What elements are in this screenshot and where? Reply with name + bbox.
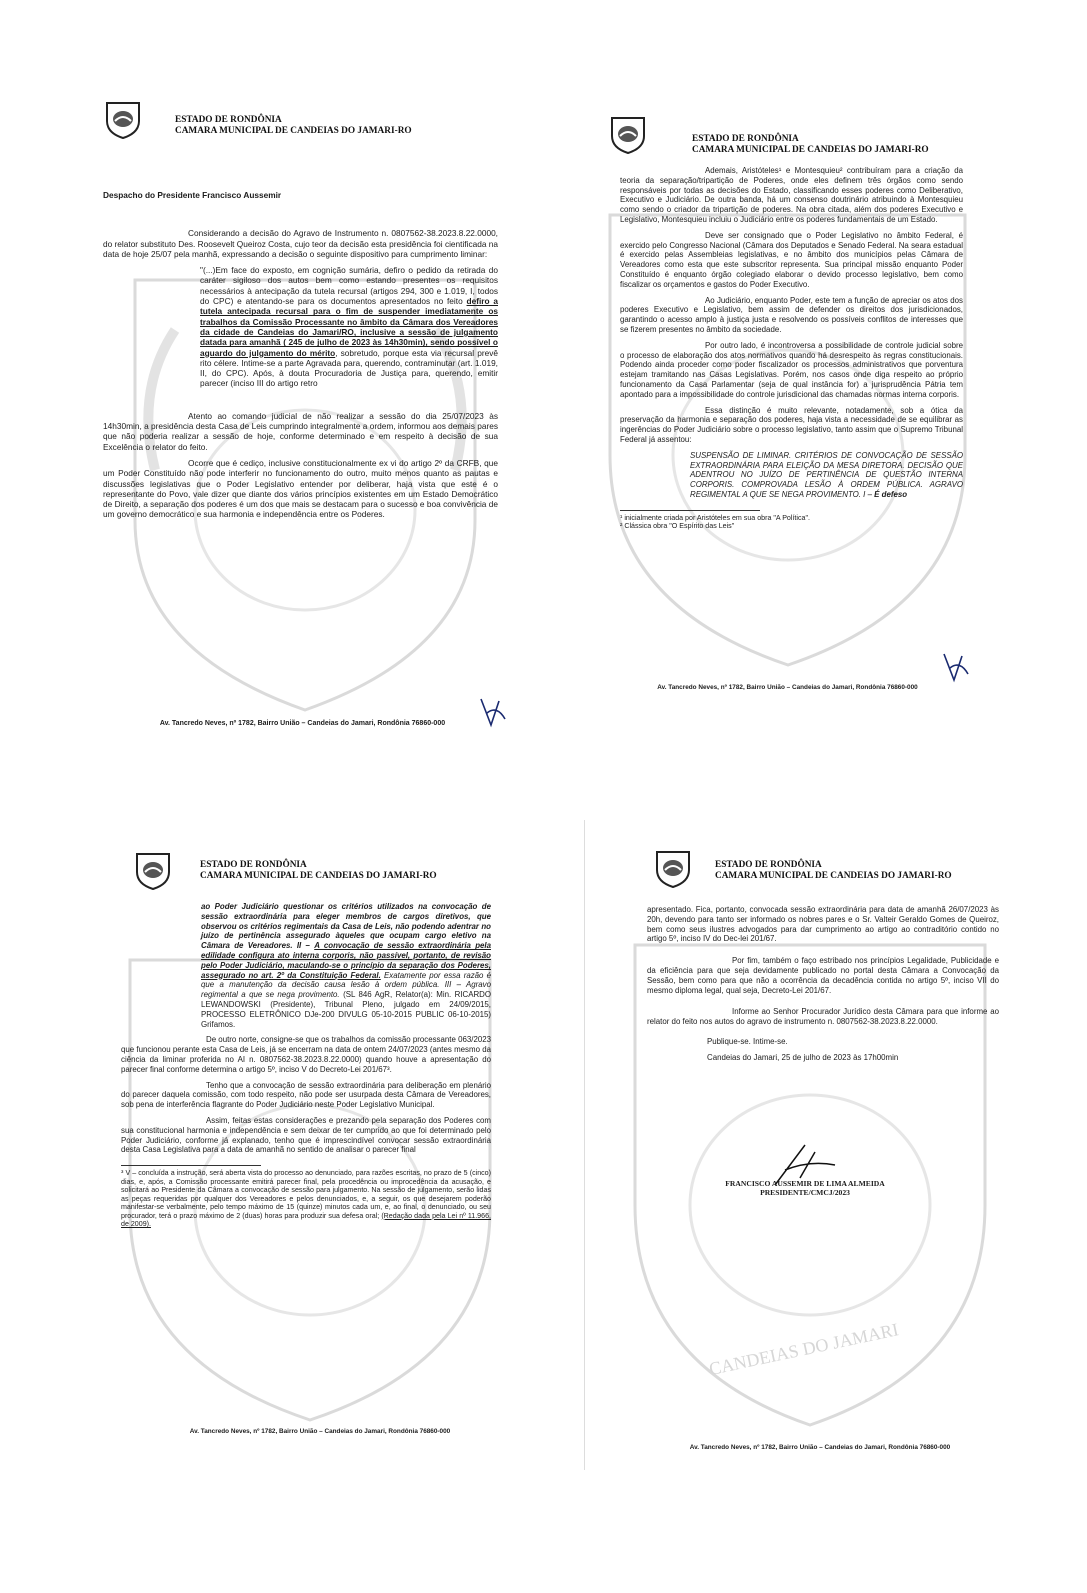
paragraph: Ademais, Aristóteles¹ e Montesquieu² contribuíram para a criação da teoria da separação/tripartição de Poderes, onde eles definem três órgãos como sendo responsáveis por todas as decisões do Estado, classificando esses poderes como Deliberativo, Executivo e Judiciário. De outra banda, há um consenso doutrinário atribuindo à Montesquieu como sendo o criador da tripartição de poderes. Na obra citada, além dos poderes Executivo e Legislativo, Montesquieu incluiu o Judiciário entre os poderes fundamentais de um Estado. — [620, 166, 963, 224]
crest-icon — [105, 101, 141, 139]
footer-address: Av. Tancredo Neves, nº 1782, Bairro União – Candeias do Jamari, Rondônia 76860-000 — [189, 1428, 451, 1435]
footnote-rule — [121, 1165, 261, 1166]
footnote-3: ³ V – concluída a instrução, será aberta vista do processo ao denunciado, para razões escritas, no prazo de 5 (cinco) dias, e, após, a Comissão processante emitirá parecer final, pela procedência ou improcedência da acusação, e solicitará ao Presidente da Câmara a convocação de sessão para julgamento. Na sessão de julgamento, serão lidas as peças requeridas por qualquer dos Vereadores e pelos denunciados, e, a seguir, os que desejarem poderão manifestar-se verbalmente, pelo tempo máximo de 15 (quinze) minutos cada um, e, ao final, o denunciado, ou seu procurador, terá o prazo máximo de 2 (duas) horas para produzir sua defesa oral; (Redação dada pela Lei nº 11.966, de 2009). — [121, 1169, 491, 1229]
paragraph: Por fim, também o faço estribado nos princípios Legalidade, Publicidade e da eficiência para que seja devidamente publicado no portal desta Câmara a Convocação da Sessão, bem como para que não a ocorrência da decadência contida no artigo 5º, inciso VII do mesmo diploma legal, qual seja, Decreto-Lei 201/67. — [647, 956, 999, 995]
footnote-1: ¹ inicialmente criada por Aristóteles em sua obra "A Política". — [620, 513, 810, 522]
footnote-2: ² Clássica obra "O Espírito das Leis" — [620, 522, 735, 531]
letterhead — [115, 830, 505, 881]
crest-icon — [655, 850, 691, 888]
initials-signature — [940, 650, 972, 684]
letterhead — [95, 95, 510, 143]
header-chamber: CAMARA MUNICIPAL DE CANDEIAS DO JAMARI-RO — [692, 144, 929, 155]
court-quote: "(...)Em face do exposto, em cognição sumária, defiro o pedido da retirada do caráter sigiloso dos autos bem como estando presentes os requisitos necessários à antecipação da tutela recursal (artigos 294, 300 e 1.019, I, todos do CPC) e atentando-se para os documentos apresentados no feito defiro a tutela antecipada recursal para o fim de suspender imediatamente os trabalhos da Comissão Processante no âmbito da Câmara dos Vereadores da cidade de Candeias do Jamari/RO, inclusive a sessão de julgamento datada para amanhã ( 245 de julho de 2023 às 14h30min), sendo possível o aguardo do julgamento do mérito, sobretudo, porque esta via recursal prevê rito célere. Intime-se a parte Agravada para, querendo, contraminutar (art. 1.019, II, do CPC). Após, à douta Procuradoria de Justiça para, querendo, emitir parecer (inciso III do artigo retro — [200, 265, 498, 389]
crest-icon — [135, 852, 171, 890]
header-chamber: CAMARA MUNICIPAL DE CANDEIAS DO JAMARI-RO — [200, 870, 437, 881]
paragraph: Tenho que a convocação de sessão extraordinária para deliberação em plenário do parecer daquela comissão, com todo respeito, não pode ser usurpada desta Câmara de Vereadores, sob pena de interferência flagrante do Poder Judiciário neste Poder Legislativo Municipal. — [121, 1080, 491, 1110]
header-chamber: CAMARA MUNICIPAL DE CANDEIAS DO JAMARI-RO — [715, 870, 952, 881]
paragraph: Por outro lado, é incontroversa a possibilidade de controle judicial sobre o processo de elaboração dos atos normativos quando há desrespeito às regras constitucionais. Podendo ainda proceder como poder fiscalizador os processos administrativos que porventura estejam tramitando nas Casas Legislativas. Porém, nos casos onde diga respeito ao próprio funcionamento da Casa Parlamentar (seja de qual instância for) a jurisprudência Pátria tem apontado para a impossibilidade do controle jurisdicional das chamadas normas interna corporis. — [620, 340, 963, 399]
document-page-1 — [95, 95, 510, 745]
letterhead — [600, 110, 975, 158]
initials-signature — [503, 1385, 505, 1419]
document-page-2 — [600, 110, 975, 730]
signatory-role: PRESIDENTE/CMCJ/2023 — [760, 1188, 850, 1197]
footer-address: Av. Tancredo Neves, nº 1782, Bairro União – Candeias do Jamari, Rondônia 76860-000 — [657, 684, 918, 691]
closing-line: Publique-se. Intime-se. — [707, 1036, 788, 1046]
letterhead — [615, 830, 1005, 881]
paragraph: Assim, feitas estas considerações e prezando pela separação dos Poderes com sua constitucional harmonia e independência e sem deixar de ter cumprido ao que foi determinado pelo Poder Judiciário, conforme já explanado, tenho que é imprescindível convocar sessão extraordinária desta Casa Legislativa para a data de amanhã no sentido de analisar o parecer final — [121, 1115, 491, 1155]
dispatch-title: Despacho do Presidente Francisco Aussemir — [103, 190, 282, 200]
crest-icon — [610, 116, 646, 154]
date-line: Candeias do Jamari, 25 de julho de 2023 às 17h00min — [707, 1052, 899, 1062]
paragraph: Ao Judiciário, enquanto Poder, este tem a função de apreciar os atos dos poderes Executivo e Legislativo, bem assim de defender os direitos dos jurisdicionados, garantindo o acesso amplo à justiça justa e resolvendo os possíveis conflitos de interesses que se fizerem presentes no âmbito da sociedade. — [620, 295, 963, 334]
header-state: ESTADO DE RONDÔNIA — [692, 134, 799, 144]
document-page-3 — [115, 830, 505, 1470]
signatory-block — [675, 1179, 935, 1197]
document-page-4 — [615, 830, 1005, 1470]
paragraph: De outro norte, consigne-se que os trabalhos da comissão processante 063/2023 que funcionou perante esta Casa de Leis, já se encerram na data de ontem 24/07/2023 (antes mesmo da ciência da liminar proferida no AI n. 0807562-38.2023.8.22.0000) quando houve a apresentação do parecer final conforme determina o artigo 5º, inciso V do Decreto-Lei 201/67³. — [121, 1035, 491, 1074]
paragraph: Deve ser consignado que o Poder Legislativo no âmbito Federal, é exercido pelo Congresso Nacional (Câmara dos Deputados e Senado Federal. Na seara estadual é exercido pelas Assembleias legislativas, e no âmbito dos municípios pelas Câmara de Vereadores como esta que este subscritor representa. Sua principal missão enquanto Poder Constituído é enquanto órgão colegiado elaborar o devido processo legislativo, bem como fiscalizar os orçamentos e gastos do Poder Executivo. — [620, 230, 963, 289]
header-chamber: CAMARA MUNICIPAL DE CANDEIAS DO JAMARI-RO — [175, 125, 412, 136]
watermark-text: CANDEIAS DO JAMARI — [707, 1319, 901, 1379]
paragraph: Ocorre que é cediço, inclusive constitucionalmente ex vi do artigo 2º da CRFB, que um Poder Constituído não pode interferir no funcionamento do outro, muito menos quanto as pautas e discussões legislativas que o Poder Legislativo entender por deliberar, haja vista que este é o representante do Povo, vale dizer que diante dos vários princípios existentes em um Estado Democrático de Direito, a separação dos poderes é um dos que mais se destacam para o sucesso e boa convivência de um governo democrático e sua harmonia e independência entre os Poderes. — [103, 457, 498, 520]
paragraph: Atento ao comando judicial de não realizar a sessão do dia 25/07/2023 às 14h30min, a presidência desta Casa de Leis cumprindo integralmente a ordem, informou aos demais pares que não poderia realizar a sessão de hoje, conforme determinado e em respeito à decisão de sua Excelência o relator do feito. — [103, 410, 498, 452]
footer-address: Av. Tancredo Neves, nº 1782, Bairro União – Candeias do Jamari, Rondônia 76860-000 — [159, 720, 446, 727]
header-state: ESTADO DE RONDÔNIA — [715, 860, 822, 870]
page-divider — [584, 820, 585, 1470]
header-state: ESTADO DE RONDÔNIA — [175, 115, 282, 125]
paragraph: Essa distinção é muito relevante, notadamente, sob a ótica da preservação da harmonia e separação dos poderes, haja vista a necessidade de se equilibrar as ingerências do Poder Judiciário sobre o processo legislativo, tanto assim que o Supremo Tribunal Federal já assentou: — [620, 405, 963, 444]
jurisprudence-quote: ao Poder Judiciário questionar os critérios utilizados na convocação de sessão extraordinária para eleger membros de cargos diretivos, que observou os critérios regimentais da Casa de Leis, não podendo adentrar no juízo de pertinência assegurado àqueles que ocupam cargo eletivo na Câmara de Vereadores. II – A convocação de sessão extraordinária pela edilidade configura ato interna corporis, não passível, portanto, de revisão pelo Poder Judiciário, maculando-se o princípio da separação dos Poderes, assegurado no art. 2º da Constituição Federal. Exatamente por essa razão é que a manutenção da decisão causa lesão à ordem pública. III – Agravo regimental a que se nega provimento. (SL 846 AgR, Relator(a): Min. RICARDO LEWANDOWSKI (Presidente), Tribunal Pleno, julgado em 24/09/2015, PROCESSO ELETRÔNICO DJe-200 DIVULG 05-10-2015 PUBLIC 06-10-2015) Grifamos. — [201, 902, 491, 1029]
header-state: ESTADO DE RONDÔNIA — [200, 860, 307, 870]
footnote-rule — [620, 510, 760, 511]
signatory-name: FRANCISCO AUSSEMIR DE LIMA ALMEIDA — [725, 1179, 885, 1188]
paragraph: Informe ao Senhor Procurador Jurídico desta Câmara para que informe ao relator do feito nos autos do agravo de instrumento n. 0807562-38.2023.8.22.0000. — [647, 1007, 999, 1027]
footer-address: Av. Tancredo Neves, nº 1782, Bairro União – Candeias do Jamari, Rondônia 76860-000 — [689, 1444, 951, 1451]
paragraph: apresentado. Fica, portanto, convocada sessão extraordinária para data de amanhã 26/07/2023 às 20h, devendo para tanto ser informado os nobres pares e o Sr. Valteir Geraldo Gomes de Queiroz, bem como seus ilustres advogados para dar cumprimento ao artigo ao contraditório contido no artigo 5º, inciso IV do Dec-lei 201/67. — [647, 905, 999, 944]
jurisprudence-quote: SUSPENSÃO DE LIMINAR. CRITÉRIOS DE CONVOCAÇÃO DE SESSÃO EXTRAORDINÁRIA PARA ELEIÇÃO DA MESA DIRETORA. DECISÃO QUE ADENTROU NO JUÍZO DE PERTINÊNCIA DE QUESTÃO INTERNA CORPORIS. COMPROVADA LESÃO À ORDEM PÚBLICA. AGRAVO REGIMENTAL A QUE SE NEGA PROVIMENTO. I – É defeso — [690, 450, 963, 499]
paragraph: Considerando a decisão do Agravo de Instrumento n. 0807562-38.2023.8.22.0000, do relator substituto Des. Roosevelt Queiroz Costa, cujo teor da decisão esta presidência foi cientificada na data de hoje 25/07 pela manhã, expressando a decisão o seguinte dispositivo para cumprimento liminar: — [103, 228, 498, 259]
